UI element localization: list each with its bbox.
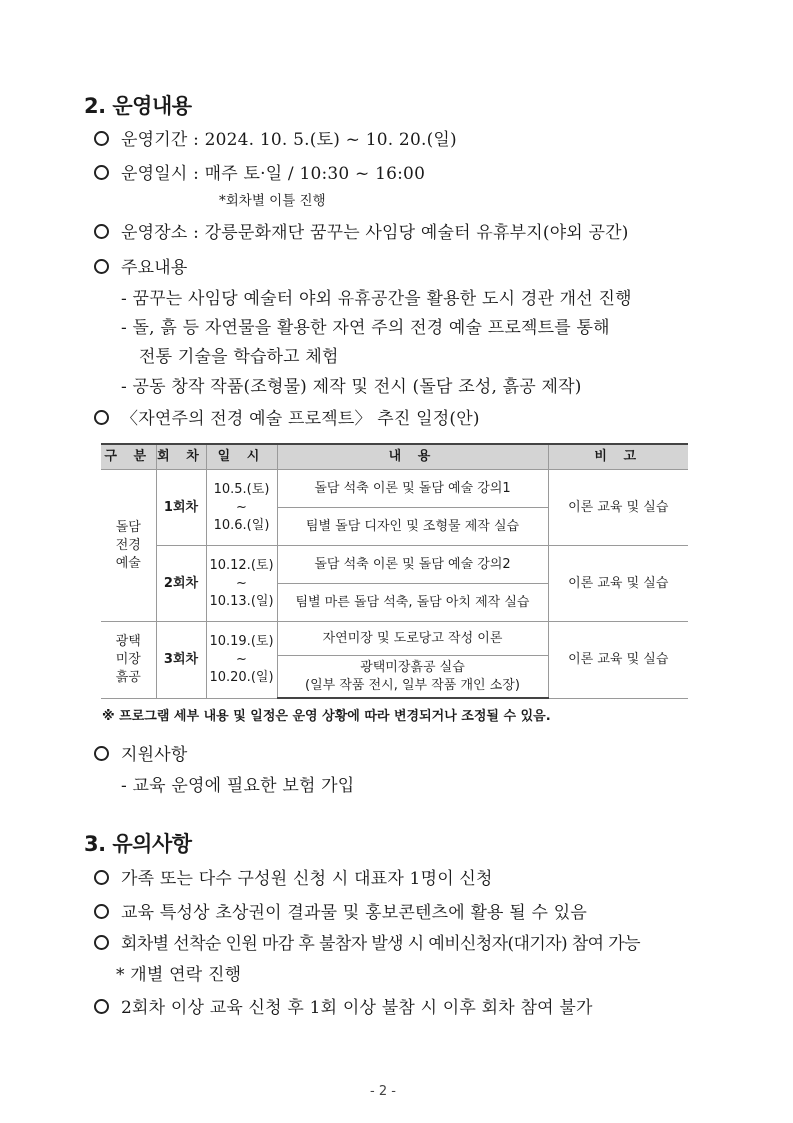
category-cell: 돌담 전경 예술 <box>101 470 156 622</box>
main-content-item: - 공동 창작 작품(조형물) 제작 및 전시 (돌담 조성, 흙공 제작) <box>121 377 582 397</box>
content-cell: 돌담 석축 이론 및 돌담 예술 강의1 <box>277 470 548 508</box>
caution-item: 교육 특성상 초상권이 결과물 및 홍보콘텐츠에 활용 될 수 있음 <box>94 898 587 923</box>
header-category: 구 분 <box>101 444 156 470</box>
table-warning: ※ 프로그램 세부 내용 및 일정은 운영 상황에 따라 변경되거나 조정될 수 있음. <box>102 709 551 724</box>
circle-bullet-icon <box>94 904 109 919</box>
section-3-title: 3. 유의사항 <box>84 832 192 856</box>
content-cell: 광택미장흙공 실습 (일부 작품 전시, 일부 작품 개인 소장) <box>277 656 548 699</box>
circle-bullet-icon <box>94 410 109 425</box>
header-date: 일 시 <box>206 444 277 470</box>
header-round: 회 차 <box>156 444 206 470</box>
date-cell: 10.5.(토) ~ 10.6.(일) <box>206 470 277 546</box>
table-row <box>101 622 688 656</box>
content-cell: 팀별 마른 돌담 석축, 돌담 아치 제작 실습 <box>277 584 548 622</box>
support-label: 지원사항 <box>94 740 188 765</box>
circle-bullet-icon <box>94 131 109 146</box>
main-content-item: - 돌, 흙 등 자연물을 활용한 자연 주의 전경 예술 프로젝트를 통해 <box>121 318 610 338</box>
caution-item: 회차별 선착순 인원 마감 후 불참자 발생 시 예비신청자(대기자) 참여 가능 <box>94 929 640 954</box>
main-content-item: 전통 기술을 학습하고 체험 <box>139 347 339 367</box>
table-row <box>101 470 688 508</box>
date-cell: 10.12.(토) ~ 10.13.(일) <box>206 546 277 622</box>
operation-schedule: 운영일시 : 매주 토·일 / 10:30 ~ 16:00 <box>94 159 425 184</box>
circle-bullet-icon <box>94 935 109 950</box>
schedule-note: *회차별 이틀 진행 <box>219 193 326 209</box>
caution-item-note: * 개별 연락 진행 <box>116 965 242 985</box>
schedule-table <box>101 443 688 699</box>
content-cell: 자연미장 및 도로당고 작성 이론 <box>277 622 548 656</box>
operation-place: 운영장소 : 강릉문화재단 꿈꾸는 사임당 예술터 유휴부지(야외 공간) <box>94 218 629 243</box>
section-2-title: 2. 운영내용 <box>84 94 192 118</box>
circle-bullet-icon <box>94 870 109 885</box>
circle-bullet-icon <box>94 165 109 180</box>
caution-item: 가족 또는 다수 구성원 신청 시 대표자 1명이 신청 <box>94 864 493 889</box>
circle-bullet-icon <box>94 999 109 1014</box>
page-number: - 2 - <box>370 1084 396 1099</box>
main-content-item: - 꿈꾸는 사임당 예술터 야외 유휴공간을 활용한 도시 경관 개선 진행 <box>121 289 632 309</box>
circle-bullet-icon <box>94 259 109 274</box>
date-cell: 10.19.(토) ~ 10.20.(일) <box>206 622 277 699</box>
note-cell: 이론 교육 및 실습 <box>548 546 688 622</box>
project-schedule-label: 〈자연주의 전경 예술 프로젝트〉 추진 일정(안) <box>94 404 480 429</box>
support-item: - 교육 운영에 필요한 보험 가입 <box>121 776 355 796</box>
content-cell: 돌담 석축 이론 및 돌담 예술 강의2 <box>277 546 548 584</box>
round-cell: 2회차 <box>156 546 206 622</box>
main-content-label: 주요내용 <box>94 253 188 278</box>
content-cell: 팀별 돌담 디자인 및 조형물 제작 실습 <box>277 508 548 546</box>
table-row <box>101 546 688 584</box>
circle-bullet-icon <box>94 746 109 761</box>
note-cell: 이론 교육 및 실습 <box>548 470 688 546</box>
note-cell: 이론 교육 및 실습 <box>548 622 688 699</box>
round-cell: 1회차 <box>156 470 206 546</box>
round-cell: 3회차 <box>156 622 206 699</box>
operation-period: 운영기간 : 2024. 10. 5.(토) ~ 10. 20.(일) <box>94 125 457 150</box>
category-cell: 광택 미장 흙공 <box>101 622 156 699</box>
circle-bullet-icon <box>94 224 109 239</box>
caution-item: 2회차 이상 교육 신청 후 1회 이상 불참 시 이후 회차 참여 불가 <box>94 993 593 1018</box>
table-header-row <box>101 444 688 470</box>
header-content: 내 용 <box>277 444 548 470</box>
header-note: 비 고 <box>548 444 688 470</box>
